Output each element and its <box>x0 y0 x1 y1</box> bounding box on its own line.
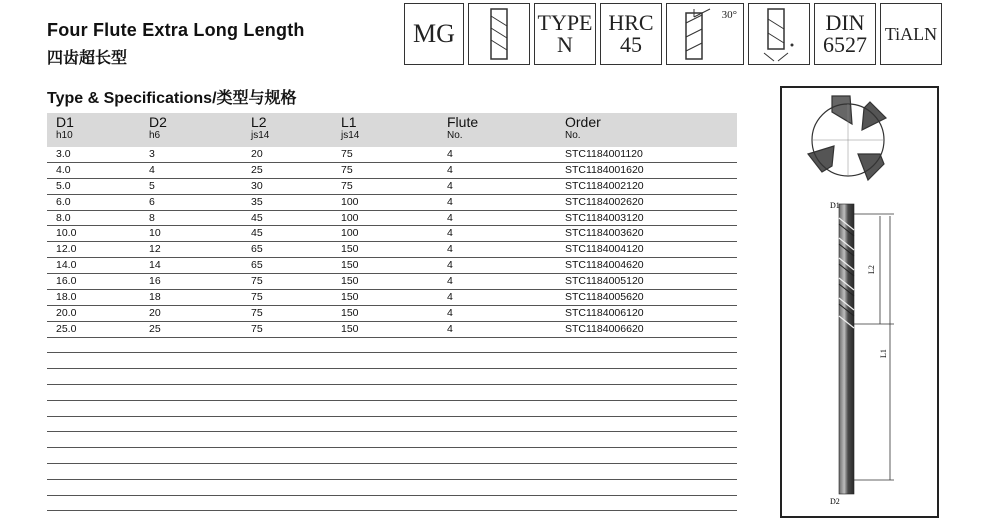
standard-badge-line2: 6527 <box>823 32 867 57</box>
cell-l2: 25 <box>251 163 263 176</box>
cell-d2: 20 <box>149 306 161 319</box>
cell-l2: 45 <box>251 227 263 240</box>
cell-d1: 8.0 <box>56 211 71 224</box>
cell-d1: 5.0 <box>56 179 71 192</box>
section-heading: Type & Specifications/类型与规格 <box>47 90 297 107</box>
cell-l1: 75 <box>341 148 353 160</box>
cell-d2: 10 <box>149 227 161 240</box>
cell-l2: 75 <box>251 275 263 288</box>
cell-l1: 150 <box>341 259 359 272</box>
cell-d2: 25 <box>149 322 161 335</box>
table-body <box>47 147 737 511</box>
cell-d1: 14.0 <box>56 259 77 272</box>
cell-l2: 75 <box>251 306 263 319</box>
hardness-badge-line2: 45 <box>620 32 642 57</box>
cell-d2: 16 <box>149 275 161 288</box>
cell-d1: 18.0 <box>56 291 77 304</box>
header-sub: js14 <box>251 130 270 141</box>
table-header <box>47 113 737 147</box>
cell-d2: 18 <box>149 291 161 304</box>
l2-label: L2 <box>867 265 876 274</box>
cell-order-no: STC1184006120 <box>565 306 644 319</box>
header-label: L2 <box>251 114 267 130</box>
cell-order-no: STC1184001120 <box>565 148 643 160</box>
cell-d1: 10.0 <box>56 227 77 240</box>
cell-l2: 65 <box>251 259 263 272</box>
header-label: Flute <box>447 114 479 130</box>
empty-row <box>47 432 737 448</box>
table-row <box>47 195 737 211</box>
cell-flute: 4 <box>447 322 453 335</box>
coating-badge <box>880 3 942 65</box>
d2-label: D2 <box>830 497 840 506</box>
table-row <box>47 274 737 290</box>
cell-d1: 20.0 <box>56 306 77 319</box>
l1-label: L1 <box>879 349 888 358</box>
empty-row <box>47 369 737 385</box>
end-mill-body <box>839 204 854 494</box>
cell-flute: 4 <box>447 195 453 208</box>
cell-l2: 35 <box>251 195 263 208</box>
cell-l1: 75 <box>341 179 353 192</box>
cell-order-no: STC1184001620 <box>565 163 644 176</box>
cell-order-no: STC1184003120 <box>565 211 644 224</box>
cell-flute: 4 <box>447 148 453 160</box>
cell-l2: 75 <box>251 322 263 335</box>
cell-l1: 100 <box>341 211 359 224</box>
header-d1 <box>56 114 74 141</box>
cell-l1: 75 <box>341 163 353 176</box>
end-mill-drawing <box>780 86 939 518</box>
empty-row <box>47 338 737 354</box>
table-row <box>47 211 737 227</box>
end-profile-icon <box>748 3 810 65</box>
header-sub: No. <box>565 130 581 141</box>
header-sub: No. <box>447 130 463 141</box>
cell-flute: 4 <box>447 163 453 176</box>
cell-d1: 12.0 <box>56 243 77 256</box>
header-label: Order <box>565 114 601 130</box>
cell-l2: 65 <box>251 243 263 256</box>
header-sub: h10 <box>56 130 73 141</box>
cell-d2: 6 <box>149 195 155 208</box>
empty-row <box>47 385 737 401</box>
cell-d2: 14 <box>149 259 161 272</box>
page-title-chinese: 四齿超长型 <box>47 50 128 67</box>
cross-section-icon <box>808 96 886 180</box>
cell-l1: 150 <box>341 243 359 256</box>
cell-l2: 20 <box>251 148 263 160</box>
cell-d2: 12 <box>149 243 161 256</box>
cell-order-no: STC1184006620 <box>565 322 644 335</box>
cell-order-no: STC1184004120 <box>565 243 644 256</box>
table-row <box>47 322 737 338</box>
table-row <box>47 179 737 195</box>
cell-d2: 4 <box>149 163 155 176</box>
spec-table <box>47 113 737 511</box>
header-label: D2 <box>149 114 167 130</box>
type-badge <box>534 3 596 65</box>
cell-flute: 4 <box>447 291 453 304</box>
header-order <box>565 114 601 141</box>
empty-row <box>47 417 737 433</box>
cell-order-no: STC1184002620 <box>565 195 644 208</box>
cell-l2: 45 <box>251 211 263 224</box>
cell-d2: 5 <box>149 179 155 192</box>
header-label: D1 <box>56 114 74 130</box>
material-badge <box>404 3 464 65</box>
empty-row <box>47 448 737 464</box>
cell-l2: 30 <box>251 179 263 192</box>
cell-flute: 4 <box>447 243 453 256</box>
page-title: Four Flute Extra Long Length <box>47 20 305 40</box>
type-badge-line1: TYPE <box>537 10 593 35</box>
empty-row <box>47 353 737 369</box>
cell-l1: 100 <box>341 227 359 240</box>
helix-angle-label: 30° <box>721 9 737 21</box>
hardness-badge-line1: HRC <box>608 10 654 35</box>
straight-shank-icon <box>468 3 530 65</box>
cell-d2: 8 <box>149 211 155 224</box>
coating-badge-text: TiALN <box>884 24 938 44</box>
cell-d1: 3.0 <box>56 148 71 160</box>
cell-l2: 75 <box>251 291 263 304</box>
header-label: L1 <box>341 114 357 130</box>
table-row <box>47 242 737 258</box>
header-sub: h6 <box>149 130 161 141</box>
table-row <box>47 306 737 322</box>
header-flute <box>447 114 478 141</box>
cell-l1: 150 <box>341 275 359 288</box>
cell-order-no: STC1184005620 <box>565 291 644 304</box>
cell-flute: 4 <box>447 259 453 272</box>
cell-l1: 150 <box>341 291 359 304</box>
header-sub: js14 <box>341 130 360 141</box>
spec-badges <box>404 3 942 67</box>
cell-order-no: STC1184003620 <box>565 227 644 240</box>
cell-flute: 4 <box>447 211 453 224</box>
standard-badge <box>814 3 876 65</box>
cell-l1: 100 <box>341 195 359 208</box>
hardness-badge <box>600 3 662 65</box>
table-row <box>47 258 737 274</box>
cell-flute: 4 <box>447 306 453 319</box>
cell-l1: 150 <box>341 306 359 319</box>
header-l1 <box>341 114 359 141</box>
cell-order-no: STC1184004620 <box>565 259 644 272</box>
cell-l1: 150 <box>341 322 359 335</box>
cell-d1: 25.0 <box>56 322 77 335</box>
standard-badge-line1: DIN <box>825 10 865 35</box>
table-row <box>47 226 737 242</box>
helix-angle-badge <box>666 3 744 65</box>
empty-row <box>47 401 737 417</box>
table-row <box>47 290 737 306</box>
cell-order-no: STC1184005120 <box>565 275 644 288</box>
d1-label: D1 <box>830 201 840 210</box>
table-row <box>47 147 737 163</box>
cell-order-no: STC1184002120 <box>565 179 644 192</box>
cell-d2: 3 <box>149 148 155 160</box>
cell-d1: 16.0 <box>56 275 77 288</box>
cell-flute: 4 <box>447 275 453 288</box>
cell-flute: 4 <box>447 227 453 240</box>
header-l2 <box>251 114 269 141</box>
empty-row <box>47 496 737 512</box>
material-badge-text: MG <box>413 19 455 48</box>
type-badge-line2: N <box>557 32 573 57</box>
cell-flute: 4 <box>447 179 453 192</box>
empty-row <box>47 480 737 496</box>
header-d2 <box>149 114 167 141</box>
cell-d1: 4.0 <box>56 163 71 176</box>
table-row <box>47 163 737 179</box>
empty-row <box>47 464 737 480</box>
cell-d1: 6.0 <box>56 195 71 208</box>
